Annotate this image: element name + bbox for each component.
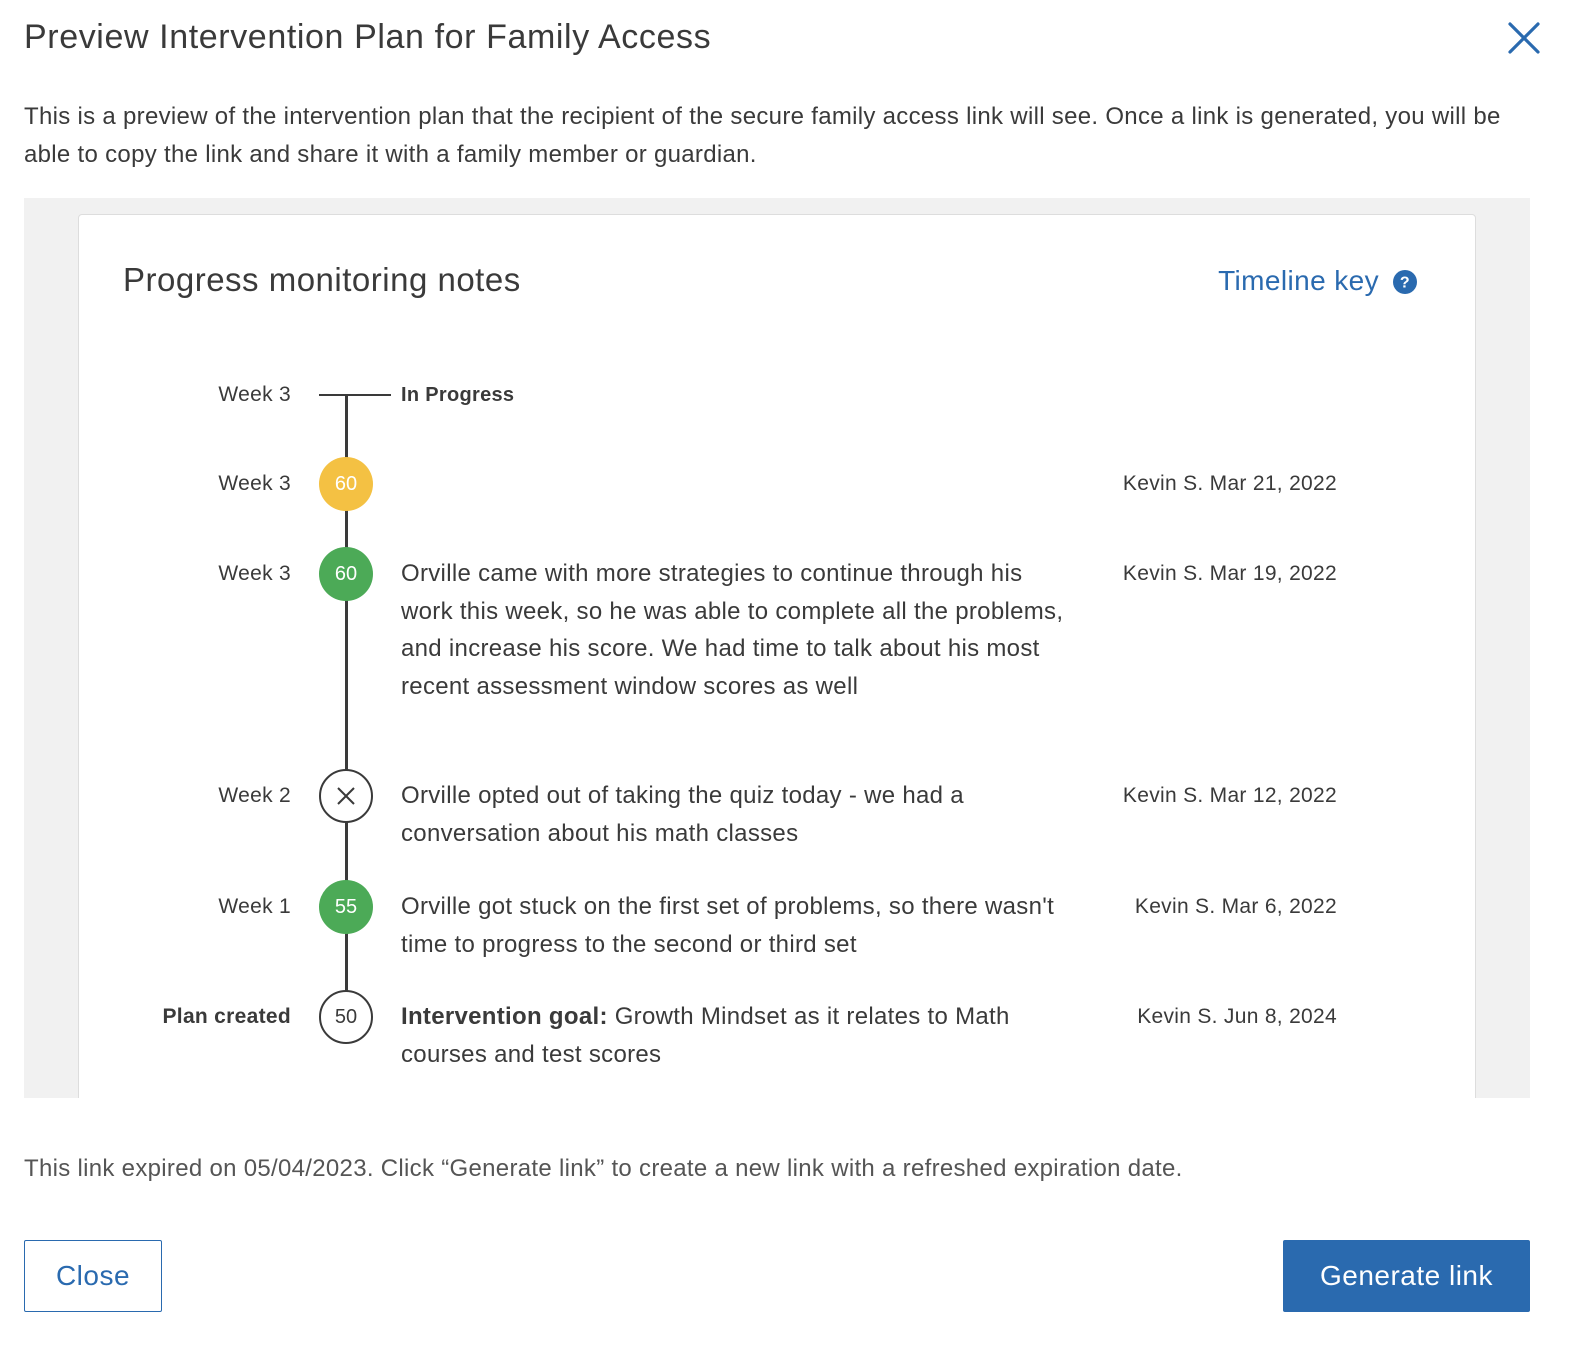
timeline-top-cap [319, 394, 391, 396]
family-access-preview-card [78, 214, 1476, 1098]
timeline-author-date: Kevin S. Mar 21, 2022 [1122, 472, 1337, 495]
timeline-key-label: Timeline key [1218, 265, 1379, 296]
timeline-author-date: Kevin S. Mar 6, 2022 [1134, 895, 1337, 918]
progress-notes-title: Progress monitoring notes [123, 261, 521, 298]
score-marker: 55 [319, 880, 373, 934]
timeline-week-label: Week 3 [218, 472, 291, 495]
timeline-author-date: Kevin S. Mar 19, 2022 [1122, 562, 1337, 585]
timeline-author-date: Kevin S. Mar 12, 2022 [1122, 784, 1337, 807]
dialog-description: This is a preview of the intervention plan that the recipient of the secure family access link will see. Once a link is generated, you will be able to copy the link and share it with a family member or guardian. [24, 103, 1501, 168]
timeline-week-label: Week 3 [218, 562, 291, 585]
score-marker: 60 [319, 547, 373, 601]
x-mark-icon [319, 769, 373, 823]
baseline-score-marker: 50 [319, 990, 373, 1044]
timeline-note: Orville came with more strategies to continue through his work this week, so he was able to complete all the problems, and increase his score. We had time to talk about his most recent assessment window scores as well [401, 560, 1064, 700]
timeline-key-link[interactable] [1218, 265, 1417, 297]
generate-link-button[interactable]: Generate link [1283, 1240, 1530, 1312]
intervention-goal-text: Growth Mindset as it relates to Math courses and test scores [401, 1003, 1010, 1068]
intervention-goal-label: Intervention goal: [401, 1003, 608, 1030]
timeline-author-date: Kevin S. Jun 8, 2024 [1137, 1005, 1337, 1028]
timeline-week-label: Week 1 [218, 895, 291, 918]
preview-area[interactable] [24, 198, 1530, 1098]
timeline-status: In Progress [401, 384, 515, 406]
close-button[interactable]: Close [24, 1240, 162, 1312]
link-expired-message: This link expired on 05/04/2023. Click “Generate link” to create a new link with a refreshed expiration date. [24, 1155, 1183, 1182]
timeline-note: Orville got stuck on the first set of problems, so there wasn't time to progress to the second or third set [401, 893, 1055, 958]
score-marker: 60 [319, 457, 373, 511]
timeline-week-label: Week 3 [218, 383, 291, 406]
timeline-week-label: Plan created [162, 1005, 291, 1028]
help-circle-icon [1393, 269, 1417, 293]
dialog-title: Preview Intervention Plan for Family Access [24, 18, 712, 56]
timeline-week-label: Week 2 [218, 784, 291, 807]
timeline-note: Orville opted out of taking the quiz today - we had a conversation about his math classes [401, 782, 964, 847]
svg-text:?: ? [1399, 274, 1411, 292]
close-icon[interactable] [1504, 18, 1544, 58]
timeline-note [401, 998, 1081, 1073]
